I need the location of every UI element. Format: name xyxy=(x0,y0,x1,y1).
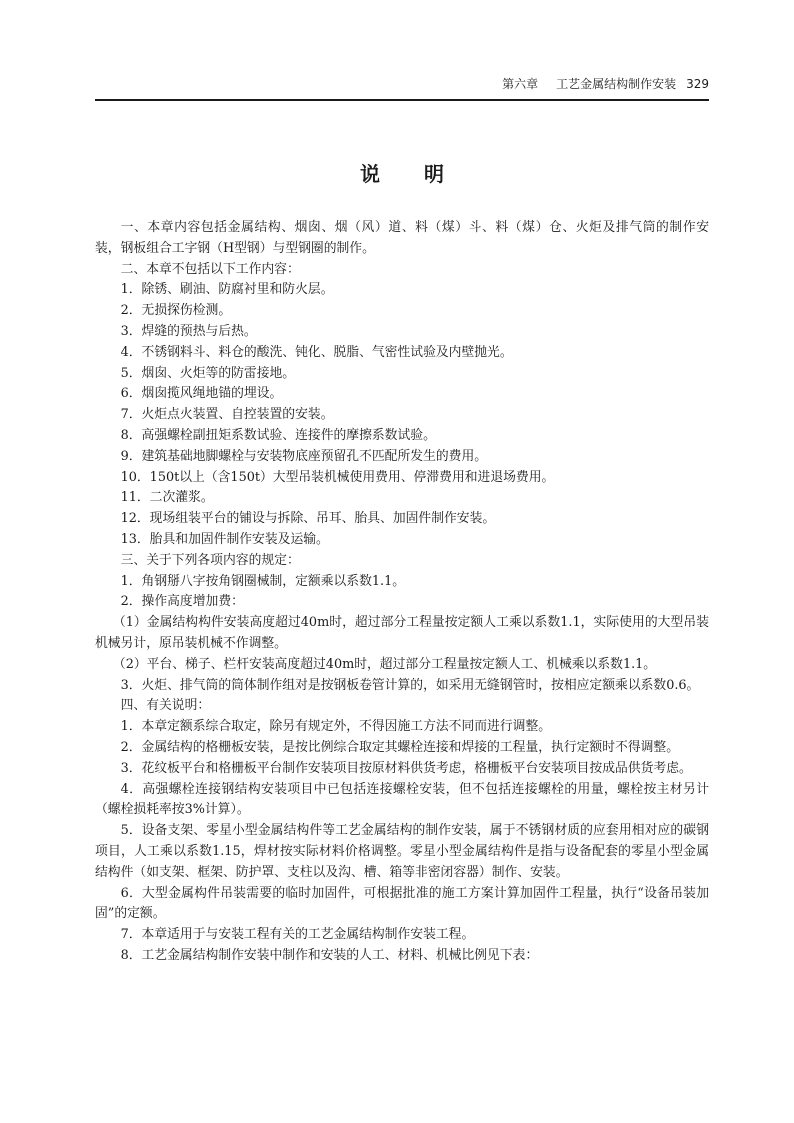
header-page-number: 329 xyxy=(686,77,709,91)
list-item: 12．现场组装平台的铺设与拆除、吊耳、胎具、加固件制作安装。 xyxy=(120,511,496,527)
list-item: 2．金属结构的格栅板安装，是按比例综合取定其螺栓连接和焊接的工程量，执行定额时不得调整。 xyxy=(120,739,680,755)
list-item: 3．花纹板平台和格栅板平台制作安装项目按原材料供货考虑，格栅板平台安装项目按成品供货考虑。 xyxy=(120,760,692,776)
list-item: 8．高强螺栓副扭矩系数试验、连接件的摩擦系数试验。 xyxy=(120,427,436,443)
header-title: 工艺金属结构制作安装 xyxy=(556,77,677,91)
list-item: 3．火炬、排气筒的筒体制作组对是按钢板卷管计算的，如采用无缝钢管时，按相应定额乘以系数0.6。 xyxy=(120,677,700,693)
header-chapter: 第六章 xyxy=(502,77,539,91)
list-item: 5．烟囱、火炬等的防雷接地。 xyxy=(120,365,296,381)
sub-list-item: （2）平台、梯子、栏杆安装高度超过40m时，超过部分工程量按定额人工、机械乘以系数1.1。 xyxy=(112,656,657,672)
paragraph-section-1: 一、本章内容包括金属结构、烟囱、烟（风）道、料（煤）斗、料（煤）仓、火炬及排气筒的制作安装，钢板组合工字钢（H型钢）与型钢圈的制作。 xyxy=(95,220,709,256)
body-text xyxy=(95,218,709,967)
list-item: 5．设备支架、零星小型金属结构件等工艺金属结构的制作安装，属于不锈钢材质的应套用相对应的碳钢项目，人工乘以系数1.15，焊材按实际材料价格调整。零星小型金属结构件是指与设备配套的零星小型金属结构件（如支架、框架、防护罩、支柱以及沟、槽、箱等非密闭容器）制作、安装。 xyxy=(95,823,709,880)
list-item: 2．无损探伤检测。 xyxy=(120,303,232,319)
list-item: 3．焊缝的预热与后热。 xyxy=(120,323,257,339)
list-item: 2．操作高度增加费： xyxy=(120,594,244,610)
header-rule xyxy=(95,99,709,101)
list-item: 9．建筑基础地脚螺栓与安装物底座预留孔不匹配所发生的费用。 xyxy=(120,448,488,464)
list-item: 1．角钢掰八字按角钢圈械制，定额乘以系数1.1。 xyxy=(120,573,406,589)
paragraph-section-3: 三、关于下列各项内容的规定： xyxy=(120,552,300,568)
paragraph-section-4: 四、有关说明： xyxy=(120,698,211,714)
page-title-char-1: 说 xyxy=(360,162,380,186)
list-item: 4．不锈钢料斗、料仓的酸洗、钝化、脱脂、气密性试验及内壁抛光。 xyxy=(120,344,513,360)
list-item: 7．本章适用于与安装工程有关的工艺金属结构制作安装工程。 xyxy=(120,927,475,943)
page-title xyxy=(95,160,709,188)
list-item: 11．二次灌浆。 xyxy=(120,490,214,506)
paragraph-section-2: 二、本章不包括以下工作内容： xyxy=(120,261,300,277)
list-item: 7．火炬点火装置、自控装置的安装。 xyxy=(120,407,334,423)
list-item: 8．工艺金属结构制作安装中制作和安装的人工、材料、机械比例见下表： xyxy=(120,947,539,963)
list-item: 1．本章定额系综合取定，除另有规定外，不得因施工方法不同而进行调整。 xyxy=(120,719,552,735)
list-item: 10．150t以上（含150t）大型吊装机械使用费用、停滞费用和进退场费用。 xyxy=(120,469,555,485)
running-header xyxy=(95,76,709,92)
sub-list-item: （1）金属结构构件安装高度超过40m时，超过部分工程量按定额人工乘以系数1.1，实际使用的大型吊装机械另计，原吊装机械不作调整。 xyxy=(95,615,709,651)
list-item: 6．烟囱揽风绳地锚的埋设。 xyxy=(120,386,283,402)
page-title-char-2: 明 xyxy=(424,162,444,186)
list-item: 13．胎具和加固件制作安装及运输。 xyxy=(120,531,329,547)
list-item: 1．除锈、刷油、防腐衬里和防火层。 xyxy=(120,282,334,298)
list-item: 6．大型金属构件吊装需要的临时加固件，可根据批准的施工方案计算加固件工程量，执行“设备吊装加固”的定额。 xyxy=(95,885,709,922)
list-item: 4．高强螺栓连接钢结构安装项目中已包括连接螺栓安装，但不包括连接螺栓的用量，螺栓按主材另计（螺栓损耗率按3%计算）。 xyxy=(95,781,709,818)
